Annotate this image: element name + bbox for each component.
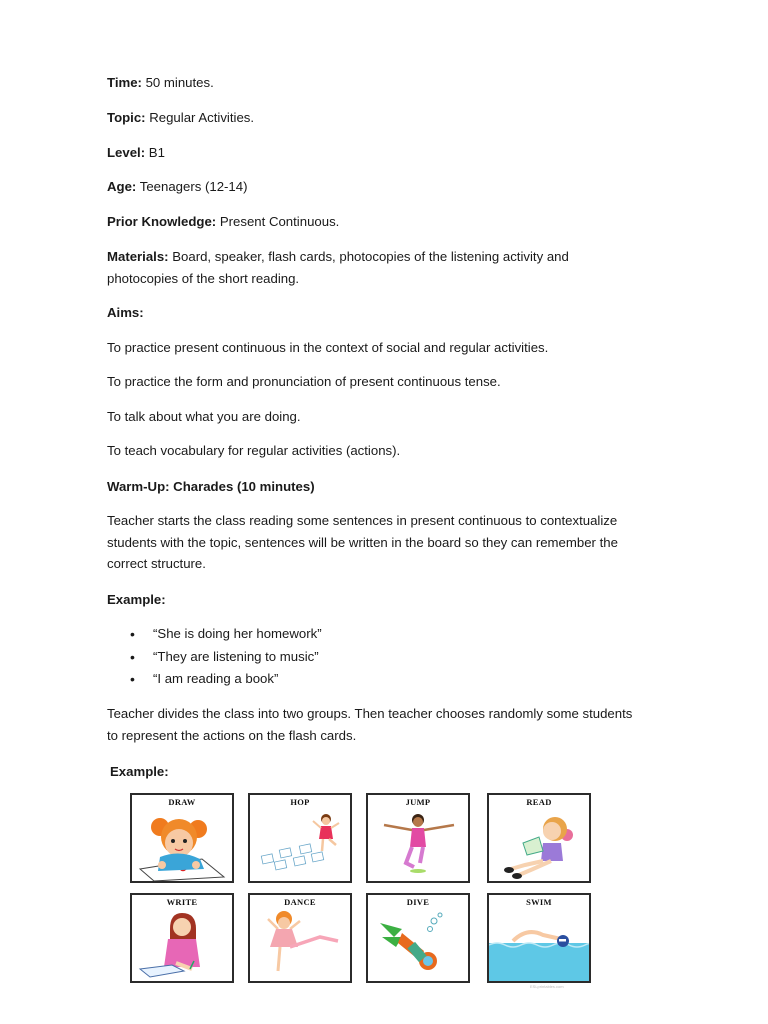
prior-knowledge-label: Prior Knowledge:: [107, 214, 217, 229]
level-field: [107, 142, 165, 164]
paragraph-line: correct structure.: [107, 556, 206, 571]
girl-reading-icon: [489, 807, 589, 881]
card-label: WRITE: [166, 897, 198, 907]
level-value: B1: [145, 145, 165, 160]
prior-knowledge-field: [107, 211, 339, 233]
flash-card-jump: [366, 793, 470, 883]
aim-item: To teach vocabulary for regular activities (actions).: [107, 443, 401, 458]
time-field: [107, 72, 214, 94]
prior-knowledge-value: Present Continuous.: [216, 214, 340, 229]
card-label: DANCE: [284, 897, 316, 907]
time-label: Time:: [107, 75, 142, 90]
paragraph-line: to represent the actions on the flash cards.: [107, 727, 357, 743]
time-value: 50 minutes.: [141, 75, 214, 90]
watermark: ESLprintables.com: [530, 984, 564, 989]
paragraph-line: Teacher starts the class reading some sentences in present continuous to contextualize: [107, 513, 618, 528]
girl-writing-icon: [132, 907, 232, 981]
flash-card-dance: [248, 893, 352, 983]
materials-line-1: Board, speaker, flash cards, photocopies of the listening activity and: [168, 249, 569, 264]
topic-field: [107, 107, 254, 129]
example-list: [130, 623, 322, 691]
card-label: DRAW: [168, 797, 196, 807]
aim-item: To practice present continuous in the context of social and regular activities.: [107, 340, 549, 355]
warmup-paragraph: [107, 510, 667, 575]
example-heading-2: Example:: [110, 764, 169, 779]
girl-drawing-icon: [132, 807, 232, 881]
aim-item: To talk about what you are doing.: [107, 409, 301, 424]
child-diving-icon: [368, 907, 468, 981]
aim-item: To practice the form and pronunciation of present continuous tense.: [107, 374, 501, 389]
flash-card-hop: [248, 793, 352, 883]
flash-card-read: [487, 793, 591, 883]
example-item: • “She is doing her homework”: [130, 623, 322, 646]
topic-value: Regular Activities.: [145, 110, 255, 125]
aims-heading: Aims:: [107, 305, 144, 320]
card-label: DIVE: [406, 897, 430, 907]
level-label: Level:: [107, 145, 146, 160]
groups-paragraph: [107, 703, 667, 746]
topic-label: Topic:: [107, 110, 146, 125]
paragraph-line: Teacher divides the class into two groups. Then teacher chooses randomly some students: [107, 706, 633, 721]
example-item: • “They are listening to music”: [130, 646, 322, 669]
flash-card-write: [130, 893, 234, 983]
example-heading: Example:: [107, 592, 166, 607]
flash-card-dive: [366, 893, 470, 983]
age-value: Teenagers (12-14): [136, 179, 248, 194]
materials-paragraph: [107, 246, 667, 289]
person-swimming-icon: [489, 907, 589, 981]
example-item: • “I am reading a book”: [130, 668, 322, 691]
warmup-heading: Warm-Up: Charades (10 minutes): [107, 479, 315, 494]
age-label: Age:: [107, 179, 137, 194]
card-label: HOP: [290, 797, 310, 807]
card-label: JUMP: [405, 797, 431, 807]
materials-line-2: photocopies of the short reading.: [107, 270, 300, 286]
girl-dancing-icon: [250, 907, 350, 981]
flash-card-swim: [487, 893, 591, 983]
girl-jumping-icon: [368, 807, 468, 881]
paragraph-line: students with the topic, sentences will be written in the board so they can remember the: [107, 534, 618, 550]
flash-card-draw: [130, 793, 234, 883]
card-label: READ: [526, 797, 552, 807]
child-hopscotch-icon: [250, 807, 350, 881]
card-label: SWIM: [526, 897, 552, 907]
materials-label: Materials:: [107, 249, 169, 264]
age-field: [107, 176, 248, 198]
